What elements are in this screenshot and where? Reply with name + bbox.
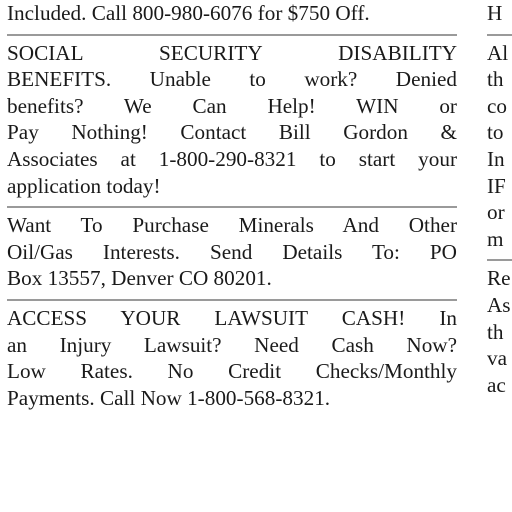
ad-line: Associates at 1-800-290-8321 to start your: [7, 146, 457, 171]
ad-line: SOCIAL SECURITY DISABILITY: [7, 40, 457, 65]
ad-line: Box 13557, Denver CO 80201.: [7, 266, 272, 291]
cropped-text-fragment: m: [487, 226, 504, 251]
classified-ad-minerals: [7, 208, 459, 292]
ad-line: Pay Nothing! Contact Bill Gordon &: [7, 120, 457, 145]
cropped-text-fragment: As: [487, 292, 511, 317]
right-fragment-block: [487, 36, 512, 253]
cropped-text-fragment: to: [487, 120, 504, 145]
classified-ad-continuation: [7, 0, 459, 27]
ad-line: application today!: [7, 173, 161, 198]
ad-line: Oil/Gas Interests. Send Details To: PO: [7, 239, 457, 264]
ad-line: Want To Purchase Minerals And Other: [7, 213, 457, 238]
right-fragment-block: [487, 261, 512, 398]
cropped-text-fragment: ac: [487, 372, 506, 397]
ad-line: Included. Call 800-980-6076 for $750 Off.: [7, 1, 370, 25]
right-fragment-block: [487, 0, 512, 27]
ad-line: ACCESS YOUR LAWSUIT CASH! In: [7, 305, 457, 330]
cropped-text-fragment: th: [487, 67, 504, 92]
ad-line: benefits? We Can Help! WIN or: [7, 93, 457, 118]
ad-line: Payments. Call Now 1-800-568-8321.: [7, 385, 331, 410]
cropped-text-fragment: th: [487, 319, 504, 344]
cropped-text-fragment: H: [487, 1, 503, 25]
classified-column-right-cropped: [487, 0, 512, 512]
ad-line: BENEFITS. Unable to work? Denied: [7, 67, 457, 92]
cropped-text-fragment: In: [487, 146, 505, 171]
cropped-text-fragment: Re: [487, 266, 511, 291]
cropped-text-fragment: or: [487, 200, 505, 225]
classified-ad-lawsuit-cash: [7, 301, 459, 411]
classified-ad-social-security: [7, 36, 459, 200]
cropped-text-fragment: co: [487, 93, 507, 118]
cropped-text-fragment: Al: [487, 40, 509, 65]
ad-line: Low Rates. No Credit Checks/Monthly: [7, 359, 457, 384]
cropped-text-fragment: IF: [487, 173, 506, 198]
ad-line: an Injury Lawsuit? Need Cash Now?: [7, 332, 457, 357]
cropped-text-fragment: va: [487, 346, 507, 371]
